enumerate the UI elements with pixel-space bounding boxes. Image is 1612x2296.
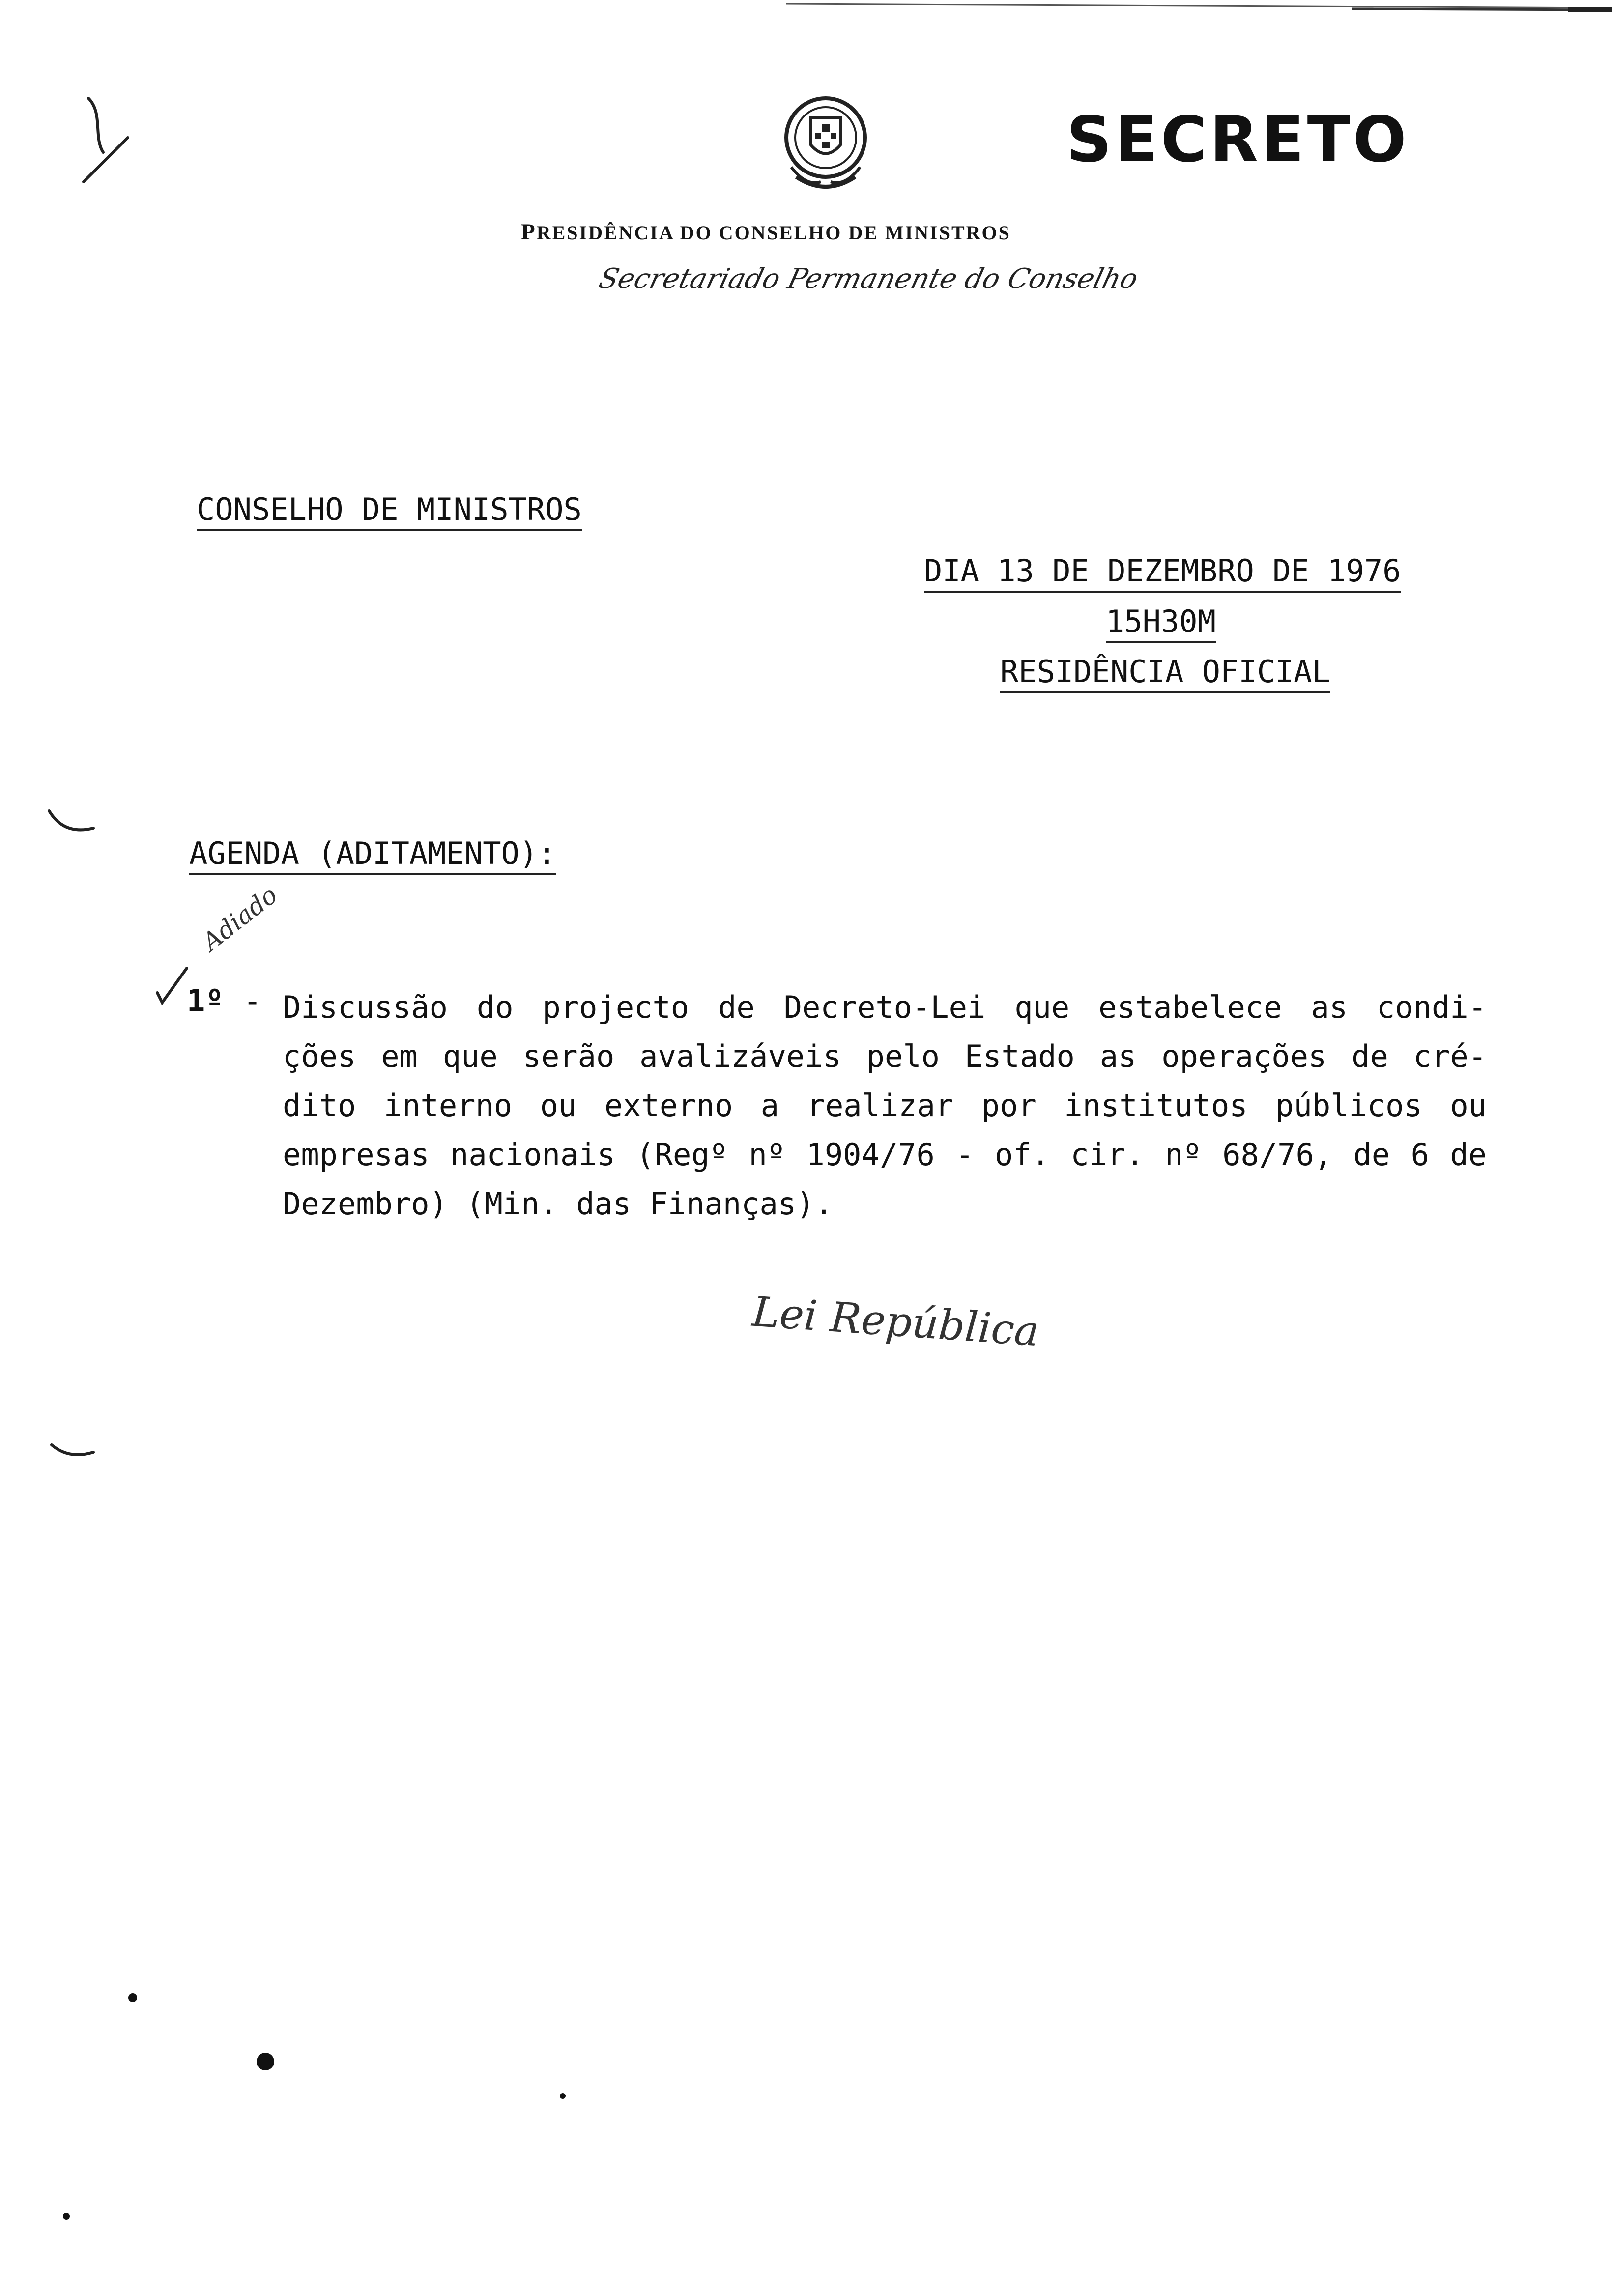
paper-specks xyxy=(0,1917,639,2261)
institution-initial: P xyxy=(521,219,537,245)
agenda-item-text: Discussão do projecto de Decreto-Lei que estabelece as condi- ções em que serão avalizáveis pelo Estado as operações de cré- dito interno ou externo a realizar por institutos públicos ou empresas nacionais (Regº nº 1904/76 - of. cir. nº 68/76, de 6 de Dezembro) (Min. das Finanças). xyxy=(283,989,1487,1222)
margin-check-mark xyxy=(74,93,143,192)
top-edge-rule xyxy=(786,0,1612,15)
institution-name xyxy=(521,219,1011,245)
handwritten-annotation: Lei República xyxy=(750,1287,1041,1356)
meeting-date: DIA 13 DE DEZEMBRO DE 1976 xyxy=(924,553,1401,593)
institution-name-rest: RESIDÊNCIA DO CONSELHO DE MINISTROS xyxy=(536,222,1011,244)
margin-curve-mark xyxy=(44,806,98,845)
margin-curve-mark xyxy=(49,1440,98,1469)
department-name: Secretariado Permanente do Conselho xyxy=(595,263,1142,295)
agenda-item-number: 1º xyxy=(187,983,224,1019)
agenda-heading: AGENDA (ADITAMENTO): xyxy=(189,835,556,875)
classification-stamp: SECRETO xyxy=(1066,103,1410,176)
coat-of-arms-emblem xyxy=(777,84,875,201)
meeting-location: RESIDÊNCIA OFICIAL xyxy=(1000,654,1330,693)
meeting-time: 15H30M xyxy=(1106,603,1216,643)
handwritten-adiado-note: Adiado xyxy=(197,880,283,957)
meeting-body-title: CONSELHO DE MINISTROS xyxy=(197,491,582,531)
tick-mark xyxy=(152,963,192,1007)
agenda-item-dash: - xyxy=(243,983,262,1019)
